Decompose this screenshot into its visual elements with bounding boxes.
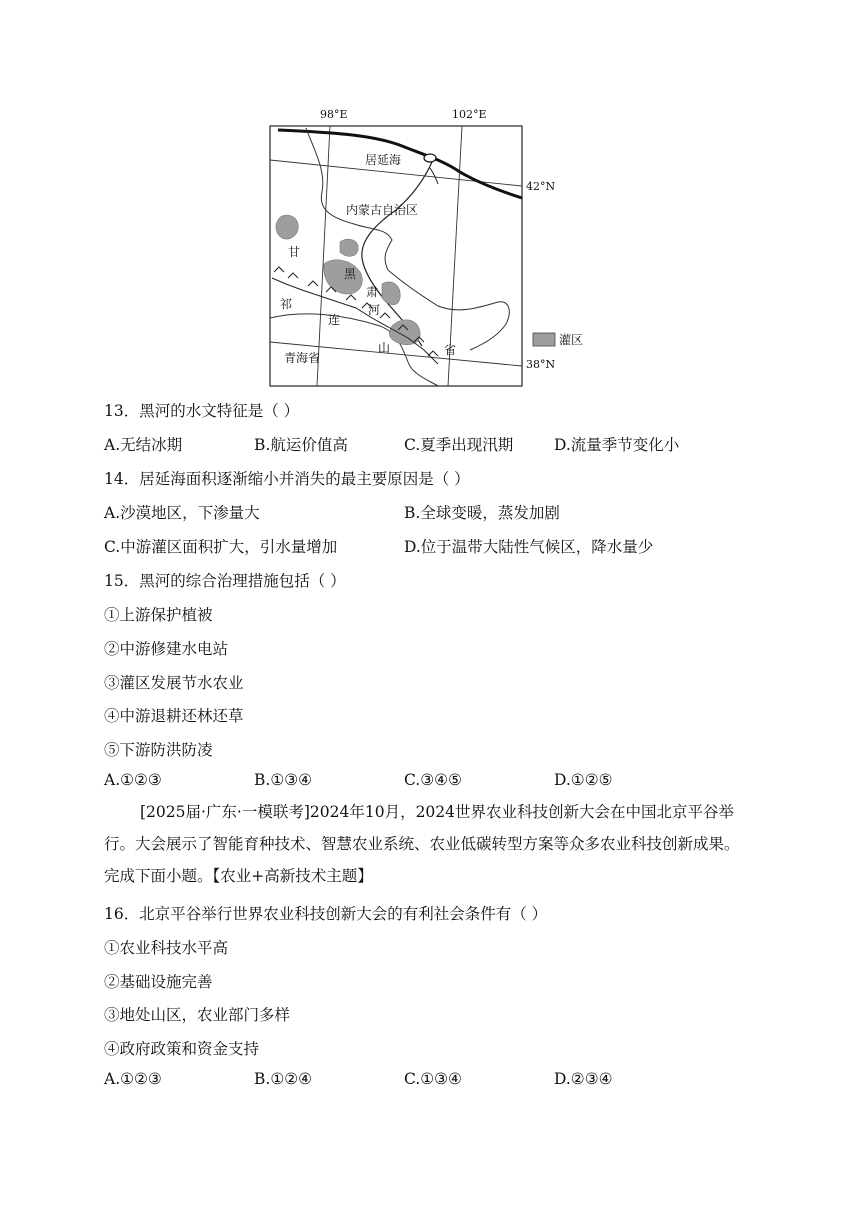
q15-item-3: ③灌区发展节水农业	[104, 674, 244, 692]
q14-option-a[interactable]: A.沙漠地区，下渗量大	[104, 504, 260, 522]
q13-option-d[interactable]: D.流量季节变化小	[554, 436, 680, 454]
legend-label-irrigation: 灌区	[559, 333, 584, 347]
label-qinghai: 青海省	[284, 351, 321, 365]
passage-paragraph: [2025届·广东·一模联考]2024年10月，2024世界农业科技创新大会在中国北京平谷举行。大会展示了智能育种技术、智慧农业系统、农业低碳转型方案等众多农业科技创新成果。完成下面小题。【农业+高新技术主题】	[104, 803, 740, 885]
juyanhai-lake	[424, 154, 436, 162]
q16-option-a[interactable]: A.①②③	[104, 1070, 162, 1088]
heihe-map	[262, 100, 602, 390]
label-su: 肃	[366, 285, 379, 299]
q15-option-a[interactable]: A.①②③	[104, 771, 162, 789]
q16-option-c[interactable]: C.①③④	[404, 1070, 462, 1088]
irrigation-area	[276, 215, 298, 239]
q15-option-c[interactable]: C.③④⑤	[404, 771, 462, 789]
q16-item-2: ②基础设施完善	[104, 973, 213, 991]
lon-label-102: 102°E	[452, 108, 487, 121]
q13-option-c[interactable]: C.夏季出现汛期	[404, 436, 514, 454]
q16-option-b[interactable]: B.①②④	[254, 1070, 313, 1088]
label-he: 河	[368, 303, 381, 317]
q15-item-1: ①上游保护植被	[104, 606, 213, 624]
river-branch	[430, 168, 438, 184]
q16-item-3: ③地处山区，农业部门多样	[104, 1006, 291, 1024]
question-13-stem: 13．黑河的水文特征是（ ）	[104, 402, 300, 420]
q15-option-b[interactable]: B.①③④	[254, 771, 313, 789]
q14-option-d[interactable]: D.位于温带大陆性气候区，降水量少	[404, 538, 654, 556]
q16-item-1: ①农业科技水平高	[104, 939, 229, 957]
q16-option-d[interactable]: D.②③④	[554, 1070, 613, 1088]
legend-swatch-irrigation	[533, 333, 555, 346]
label-hei: 黑	[344, 267, 357, 281]
question-16-stem: 16．北京平谷举行世界农业科技创新大会的有利社会条件有（ ）	[104, 905, 548, 923]
q14-option-b[interactable]: B.全球变暖，蒸发加剧	[404, 504, 560, 522]
label-sheng: 省	[444, 343, 457, 357]
label-neimenggu: 内蒙古自治区	[346, 203, 419, 217]
label-lian: 连	[328, 313, 341, 327]
label-shan: 山	[378, 341, 391, 355]
label-juyanhai: 居延海	[365, 153, 402, 167]
q15-item-5: ⑤下游防洪防凌	[104, 741, 213, 759]
label-qi: 祁	[280, 297, 293, 311]
irrigation-area	[382, 282, 400, 305]
lat-label-42: 42°N	[526, 180, 556, 193]
q15-item-2: ②中游修建水电站	[104, 640, 229, 658]
q15-item-4: ④中游退耕还林还草	[104, 707, 244, 725]
q13-option-b[interactable]: B.航运价值高	[254, 436, 348, 454]
question-15-stem: 15．黑河的综合治理措施包括（ ）	[104, 572, 346, 590]
q16-item-4: ④政府政策和资金支持	[104, 1040, 260, 1058]
question-14-stem: 14．居延海面积逐渐缩小并消失的最主要原因是（ ）	[104, 470, 470, 488]
q13-option-a[interactable]: A.无结冰期	[104, 436, 183, 454]
irrigation-area	[340, 239, 358, 256]
heihe-map-svg	[262, 100, 602, 390]
lon-label-98: 98°E	[320, 108, 348, 121]
q15-option-d[interactable]: D.①②⑤	[554, 771, 613, 789]
lat-label-38: 38°N	[526, 358, 556, 371]
label-gan: 甘	[288, 245, 301, 259]
q14-option-c[interactable]: C.中游灌区面积扩大，引水量增加	[104, 538, 338, 556]
